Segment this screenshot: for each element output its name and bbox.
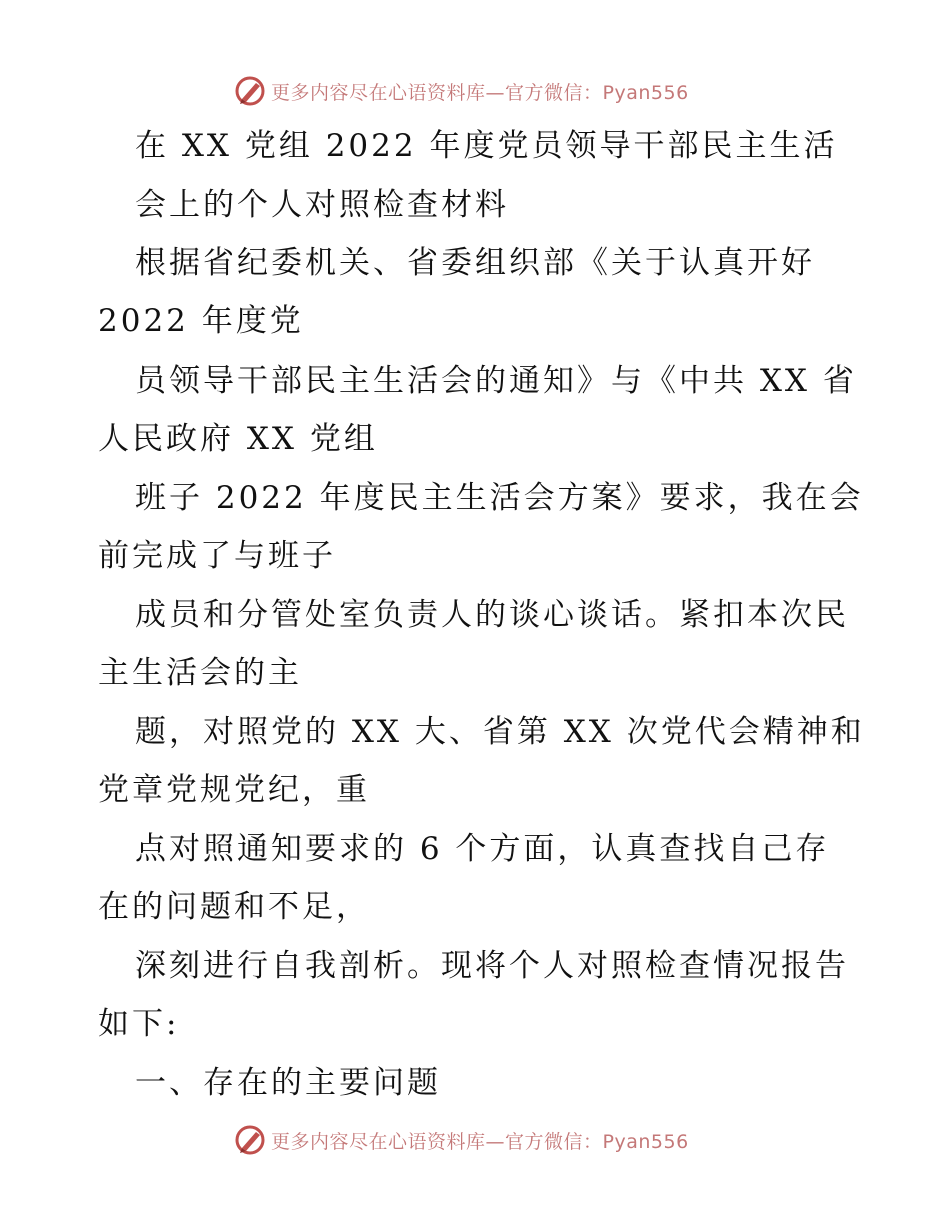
body-line: 班子 2022 年度民主生活会方案》要求，我在会 xyxy=(135,480,864,516)
body-line: 成员和分管处室负责人的谈心谈话。紧扣本次民 xyxy=(135,597,849,633)
body-line: 主生活会的主 xyxy=(98,655,302,691)
section-heading: 一、存在的主要问题 xyxy=(135,1065,441,1101)
pen-seal-logo-icon xyxy=(233,74,267,108)
body-line: 前完成了与班子 xyxy=(98,538,336,574)
body-line: 题，对照党的 XX 大、省第 XX 次党代会精神和 xyxy=(135,714,865,750)
title-line-1: 在 XX 党组 2022 年度党员领导干部民主生活 xyxy=(135,128,838,164)
body-line: 点对照通知要求的 6 个方面，认真查找自己存 xyxy=(135,831,830,867)
body-line: 深刻进行自我剖析。现将个人对照检查情况报告 xyxy=(135,948,849,984)
body-line: 人民政府 XX 党组 xyxy=(98,421,378,457)
watermark-footer xyxy=(233,1120,753,1160)
pen-seal-logo-icon xyxy=(233,1123,267,1157)
title-line-2: 会上的个人对照检查材料 xyxy=(135,187,509,223)
body-line: 如下: xyxy=(98,1006,180,1042)
watermark-text: 更多内容尽在心语资料库—官方微信：Pyan556 xyxy=(271,1130,689,1153)
watermark-header xyxy=(233,71,753,111)
body-line: 在的问题和不足， xyxy=(98,889,370,925)
body-line: 党章党规党纪，重 xyxy=(98,772,370,808)
body-line: 2022 年度党 xyxy=(98,303,304,339)
watermark-text: 更多内容尽在心语资料库—官方微信：Pyan556 xyxy=(271,81,689,104)
body-line: 员领导干部民主生活会的通知》与《中共 XX 省 xyxy=(135,363,857,399)
body-line: 根据省纪委机关、省委组织部《关于认真开好 xyxy=(135,245,815,281)
